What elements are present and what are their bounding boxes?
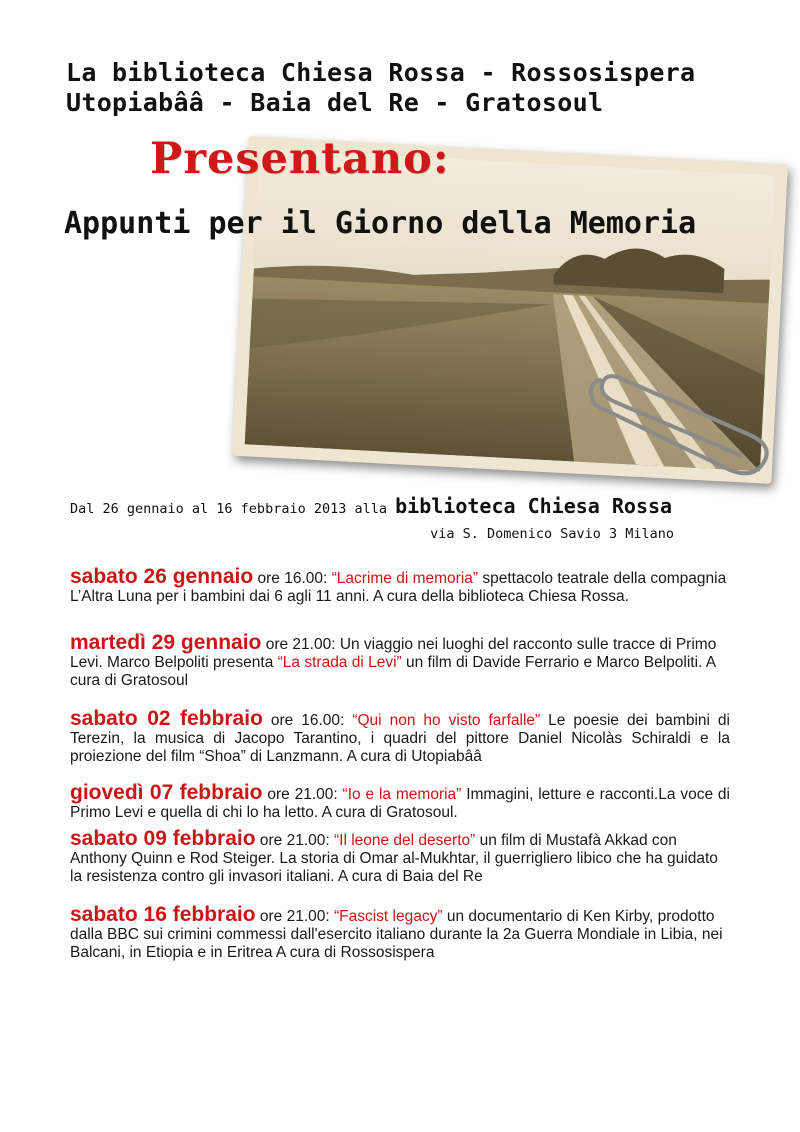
event-title: “Fascist legacy”	[333, 908, 443, 925]
event-time: ore 21.00:	[262, 786, 343, 803]
event-item	[70, 781, 730, 822]
event-day: martedì 29 gennaio	[70, 631, 262, 654]
event-item	[70, 903, 730, 962]
event-description: un documentario di Ken Kirby, prodotto dalla BBC sui crimini commessi dall'esercito italiano durante la 2a Guerra Mondiale in Libia, nei Balcani, in Etiopia e in Eritrea A cura di Rossosispera	[70, 908, 723, 961]
event-title: “Io e la memoria”	[342, 786, 462, 803]
organizers-line-2: Utopiabââ - Baia del Re - Gratosoul	[66, 88, 604, 117]
event-description: un film di Davide Ferrario e Marco Belpoliti. A cura di Gratosoul	[70, 654, 716, 689]
event-item	[70, 631, 730, 690]
event-item	[70, 827, 730, 886]
event-title: “Il leone del deserto”	[333, 832, 476, 849]
event-day: sabato 26 gennaio	[70, 565, 254, 588]
presentano-heading: Presentano:	[150, 134, 450, 184]
event-day: giovedì 07 febbraio	[70, 781, 263, 804]
event-description: Le poesie dei bambini di Terezin, la musica di Jacopo Tarantino, i quadri del pittore Daniel Nicolàs Schiraldi e la proiezione del film “Shoa” di Lanzmann. A cura di Utopiabââ	[70, 712, 730, 765]
library-address: via S. Domenico Savio 3 Milano	[430, 526, 674, 542]
event-time: ore 16.00:	[253, 570, 332, 587]
event-description: spettacolo teatrale della compagnia L’Altra Luna per i bambini dai 6 agli 11 anni. A cura della biblioteca Chiesa Rossa.	[70, 570, 727, 605]
page-title: Appunti per il Giorno della Memoria	[64, 206, 697, 241]
event-day: sabato 02 febbraio	[70, 707, 263, 730]
event-item	[70, 565, 730, 606]
organizers-line-1: La biblioteca Chiesa Rossa - Rossosispera	[66, 58, 696, 87]
event-title: “Lacrime di memoria”	[331, 570, 479, 587]
date-range-text: Dal 26 gennaio al 16 febbraio 2013 alla	[70, 501, 387, 517]
date-range	[70, 494, 672, 518]
event-time: ore 21.00:	[255, 908, 334, 925]
event-description: un film di Mustafà Akkad con Anthony Quinn e Rod Steiger. La storia di Omar al-Mukhtar, il guerrigliero libico che ha guidato la resistenza contro gli invasori italiani. A cura di Baia del Re	[70, 832, 718, 885]
event-time: ore 21.00:	[255, 832, 334, 849]
event-time: ore 16.00:	[262, 712, 353, 729]
event-title: “Qui non ho visto farfalle”	[352, 712, 541, 729]
library-name: biblioteca Chiesa Rossa	[395, 494, 673, 518]
event-item	[70, 707, 730, 766]
event-day: sabato 09 febbraio	[70, 827, 256, 850]
event-title: “La strada di Levi”	[277, 654, 402, 671]
event-description-pre: Un viaggio nei luoghi del racconto sulle tracce di Primo Levi. Marco Belpoliti presenta	[70, 636, 717, 671]
event-time: ore 21.00:	[261, 636, 340, 653]
paperclip-icon	[580, 360, 800, 490]
event-description: Immagini, letture e racconti.La voce di Primo Levi e quella di chi lo ha letto. A cura di Gratosoul.	[70, 786, 730, 821]
event-day: sabato 16 febbraio	[70, 903, 256, 926]
